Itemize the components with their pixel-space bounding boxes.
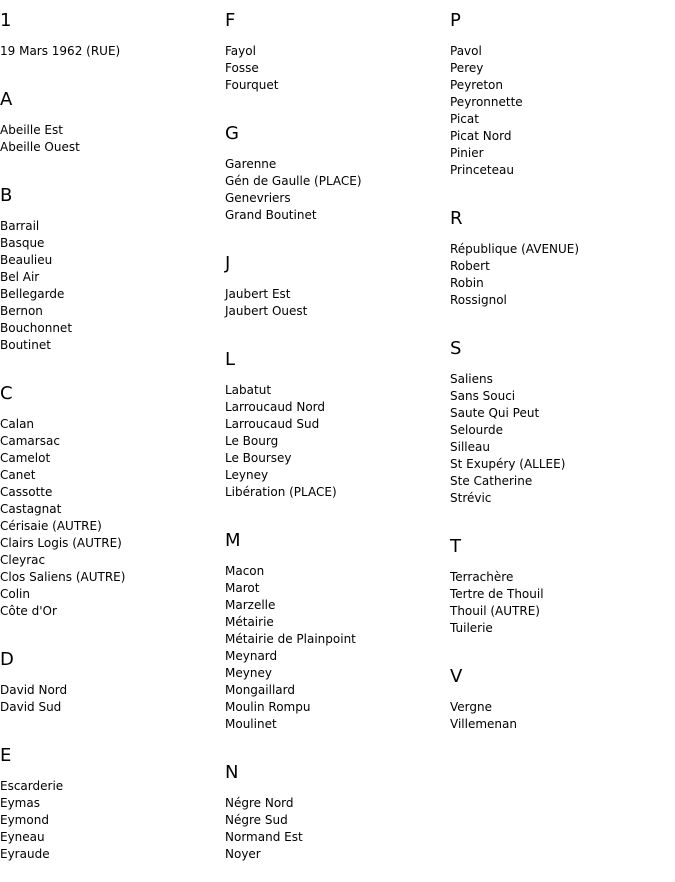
street-list-item: Vergne <box>450 700 492 714</box>
street-list-item: Terrachère <box>450 570 514 584</box>
letter-section <box>225 243 450 320</box>
street-list-item: David Sud <box>0 700 62 714</box>
street-list-item: Négre Sud <box>225 813 288 827</box>
street-list-item: Cleyrac <box>0 553 46 567</box>
street-list-item: Basque <box>0 236 45 250</box>
directory-column <box>450 0 675 752</box>
street-list-item: Canet <box>0 468 36 482</box>
section-letter-heading: T <box>450 536 461 557</box>
street-list-item: Moulinet <box>225 717 277 731</box>
street-list-item: Le Boursey <box>225 451 292 465</box>
street-list <box>0 43 225 60</box>
section-letter-heading: L <box>225 349 236 370</box>
street-list-item: Larroucaud Nord <box>225 400 326 414</box>
street-list <box>225 795 450 863</box>
street-list <box>0 218 225 354</box>
street-list-item: Cassotte <box>0 485 53 499</box>
street-list-item: David Nord <box>0 683 68 697</box>
street-list-item: Camarsac <box>0 434 60 448</box>
street-list-item: Saliens <box>450 372 493 386</box>
street-list-item: Macon <box>225 564 265 578</box>
street-list-item: Thouil (AUTRE) <box>450 604 540 618</box>
street-list-item: Négre Nord <box>225 796 294 810</box>
section-letter-heading: 1 <box>0 10 12 31</box>
street-list-item: Noyer <box>225 847 261 861</box>
street-list-item: Côte d'Or <box>0 604 57 618</box>
street-list-item: Beaulieu <box>0 253 53 267</box>
street-list-item: Perey <box>450 61 484 75</box>
letter-section <box>225 339 450 501</box>
street-list-item: Leyney <box>225 468 269 482</box>
street-list-item: Rossignol <box>450 293 507 307</box>
letter-section <box>450 656 675 733</box>
street-list <box>0 416 225 620</box>
street-list-item: Métairie <box>225 615 274 629</box>
street-list <box>450 43 675 179</box>
street-list-item: Normand Est <box>225 830 303 844</box>
street-list-item: Eymas <box>0 796 40 810</box>
street-list-item: Fosse <box>225 61 259 75</box>
section-letter-heading: V <box>450 666 463 687</box>
street-list-item: Clos Saliens (AUTRE) <box>0 570 126 584</box>
street-list <box>450 371 675 507</box>
street-list-item: Abeille Est <box>0 123 63 137</box>
street-list-item: Métairie de Plainpoint <box>225 632 356 646</box>
street-list-item: Bel Air <box>0 270 40 284</box>
section-letter-heading: A <box>0 89 13 110</box>
street-list-item: Tertre de Thouil <box>450 587 544 601</box>
street-list-item: Picat Nord <box>450 129 512 143</box>
street-list-item: Marzelle <box>225 598 276 612</box>
street-list-item: Bouchonnet <box>0 321 73 335</box>
street-list <box>225 286 450 320</box>
street-list-item: Castagnat <box>0 502 62 516</box>
street-list <box>0 122 225 156</box>
street-list-item: Labatut <box>225 383 272 397</box>
street-list-item: Pinier <box>450 146 484 160</box>
street-list-item: Peyreton <box>450 78 503 92</box>
section-letter-heading: E <box>0 745 12 766</box>
street-list-item: Cérisaie (AUTRE) <box>0 519 102 533</box>
street-list-item: Jaubert Ouest <box>225 304 308 318</box>
street-list-item: Fourquet <box>225 78 279 92</box>
letter-section <box>450 0 675 179</box>
street-list-item: Larroucaud Sud <box>225 417 320 431</box>
section-letter-heading: M <box>225 530 241 551</box>
street-list-item: Meynard <box>225 649 278 663</box>
street-list-item: Strévic <box>450 491 492 505</box>
letter-section <box>450 328 675 507</box>
street-list-item: Mongaillard <box>225 683 295 697</box>
street-list <box>450 699 675 733</box>
letter-section <box>0 79 225 156</box>
street-list-item: Eyraude <box>0 847 50 861</box>
letter-section <box>0 175 225 354</box>
section-letter-heading: B <box>0 185 13 206</box>
street-list-item: République (AVENUE) <box>450 242 580 256</box>
street-list-item: Ste Catherine <box>450 474 533 488</box>
street-list <box>450 241 675 309</box>
street-list-item: Robert <box>450 259 490 273</box>
section-letter-heading: D <box>0 649 14 670</box>
street-list-item: Eyneau <box>0 830 45 844</box>
street-list-item: Escarderie <box>0 779 64 793</box>
street-list <box>225 563 450 733</box>
letter-section <box>0 373 225 620</box>
street-list-item: Silleau <box>450 440 490 454</box>
street-list-item: Genevriers <box>225 191 291 205</box>
street-list <box>450 569 675 637</box>
letter-section <box>0 735 225 863</box>
street-list-item: Picat <box>450 112 479 126</box>
street-list-item: Selourde <box>450 423 504 437</box>
street-list-item: Robin <box>450 276 484 290</box>
directory-column <box>0 0 225 882</box>
directory-column <box>225 0 450 882</box>
street-list-item: Fayol <box>225 44 256 58</box>
street-list-item: Bernon <box>0 304 43 318</box>
letter-section <box>450 526 675 637</box>
street-list-item: Eymond <box>0 813 49 827</box>
street-list-item: Le Bourg <box>225 434 279 448</box>
street-list-item: Garenne <box>225 157 277 171</box>
section-letter-heading: P <box>450 10 461 31</box>
street-list-item: Meyney <box>225 666 272 680</box>
street-list-item: Princeteau <box>450 163 514 177</box>
street-list-item: Calan <box>0 417 35 431</box>
street-list <box>225 43 450 94</box>
street-list-item: Pavol <box>450 44 482 58</box>
letter-section <box>225 0 450 94</box>
letter-section <box>450 198 675 309</box>
street-list-item: Peyronnette <box>450 95 523 109</box>
letter-section <box>0 639 225 716</box>
street-list <box>0 778 225 863</box>
section-letter-heading: J <box>225 253 231 274</box>
street-list-item: Sans Souci <box>450 389 516 403</box>
street-list-item: Colin <box>0 587 30 601</box>
street-list-item: St Exupéry (ALLEE) <box>450 457 566 471</box>
street-list-item: Marot <box>225 581 260 595</box>
section-letter-heading: R <box>450 208 463 229</box>
section-letter-heading: C <box>0 383 13 404</box>
street-list <box>0 682 225 716</box>
section-letter-heading: G <box>225 123 239 144</box>
street-list-item: Tuilerie <box>450 621 493 635</box>
street-list <box>225 382 450 501</box>
street-list-item: 19 Mars 1962 (RUE) <box>0 44 121 58</box>
street-list-item: Camelot <box>0 451 51 465</box>
street-list-item: Saute Qui Peut <box>450 406 540 420</box>
street-list-item: Clairs Logis (AUTRE) <box>0 536 122 550</box>
street-list <box>225 156 450 224</box>
letter-section <box>225 752 450 863</box>
section-letter-heading: F <box>225 10 236 31</box>
street-list-item: Abeille Ouest <box>0 140 80 154</box>
street-list-item: Moulin Rompu <box>225 700 311 714</box>
street-list-item: Libération (PLACE) <box>225 485 337 499</box>
street-list-item: Barrail <box>0 219 40 233</box>
street-list-item: Grand Boutinet <box>225 208 317 222</box>
letter-section <box>225 113 450 224</box>
letter-section <box>0 0 225 60</box>
section-letter-heading: S <box>450 338 462 359</box>
street-list-item: Boutinet <box>0 338 51 352</box>
letter-section <box>225 520 450 733</box>
street-list-item: Gén de Gaulle (PLACE) <box>225 174 362 188</box>
section-letter-heading: N <box>225 762 239 783</box>
street-list-item: Bellegarde <box>0 287 65 301</box>
street-list-item: Jaubert Est <box>225 287 291 301</box>
street-list-item: Villemenan <box>450 717 517 731</box>
